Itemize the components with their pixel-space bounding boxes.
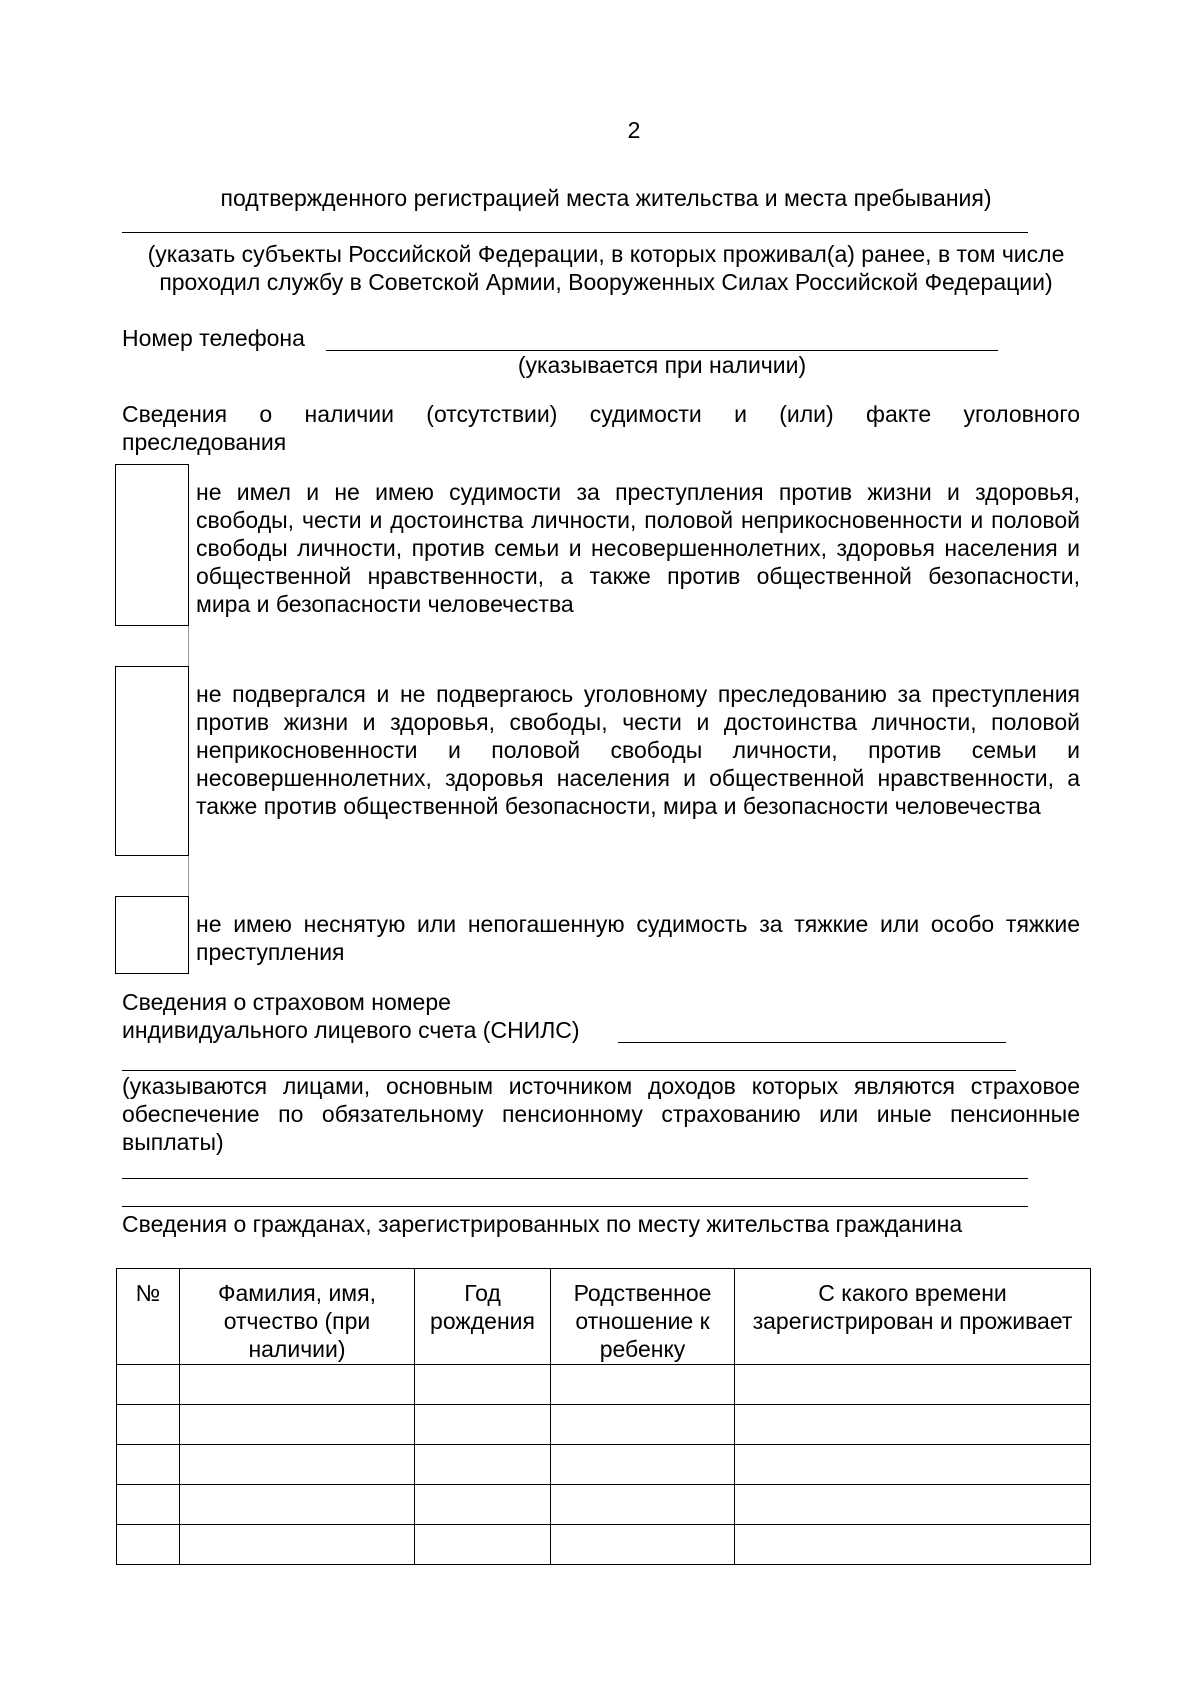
option-no-grave-conviction: не имею неснятую или непогашенную судимость за тяжкие или особо тяжкие преступления — [196, 911, 1080, 965]
table-cell[interactable] — [180, 1405, 415, 1445]
table-cell[interactable] — [735, 1405, 1091, 1445]
table-cell[interactable] — [735, 1525, 1091, 1565]
table-cell[interactable] — [551, 1405, 735, 1445]
residence-line: подтвержденного регистрацией места жительства и места пребывания) — [220, 185, 992, 211]
blank-line-1[interactable] — [122, 1178, 1028, 1179]
table-cell[interactable] — [551, 1365, 735, 1405]
table-cell[interactable] — [117, 1365, 180, 1405]
table-cell[interactable] — [551, 1525, 735, 1565]
snils-label: Сведения о страховом номере — [122, 989, 451, 1015]
table-cell[interactable] — [117, 1485, 180, 1525]
table-cell[interactable] — [415, 1365, 551, 1405]
table-cell[interactable] — [551, 1445, 735, 1485]
table-cell[interactable] — [415, 1405, 551, 1445]
table-cell[interactable] — [415, 1525, 551, 1565]
option-no-prosecution: не подвергался и не подвергаюсь уголовному преследованию за преступления против жизни и здоровья, свободы, чести и достоинства личности, половой неприкосновенности и половой свободы личности, против семьи и несовершеннолетних, здоровья населения и общественной нравственности, а также против общественной безопасности, мира и безопасности человечества — [196, 681, 1080, 819]
phone-label: Номер телефона — [122, 325, 305, 351]
table-row — [117, 1405, 1091, 1445]
checkbox-no-criminal-record[interactable] — [115, 464, 189, 626]
table-cell[interactable] — [117, 1405, 180, 1445]
table-cell[interactable] — [180, 1365, 415, 1405]
checkbox-no-grave-conviction[interactable] — [115, 896, 189, 974]
subjects-input-line[interactable] — [122, 232, 1028, 233]
table-cell[interactable] — [551, 1485, 735, 1525]
table-cell[interactable] — [117, 1525, 180, 1565]
col-registered-since: С какого времени зарегистрирован и проживает — [735, 1269, 1091, 1365]
table-row — [117, 1485, 1091, 1525]
checkbox-no-prosecution[interactable] — [115, 666, 189, 856]
col-full-name: Фамилия, имя, отчество (при наличии) — [180, 1269, 415, 1365]
snils-input-line[interactable] — [618, 1042, 1006, 1043]
table-row — [117, 1525, 1091, 1565]
table-cell[interactable] — [415, 1485, 551, 1525]
snils-hint-end: выплаты) — [122, 1129, 224, 1155]
blank-line-2[interactable] — [122, 1206, 1028, 1207]
registered-heading: Сведения о гражданах, зарегистрированных по месту жительства гражданина — [122, 1211, 963, 1237]
table-cell[interactable] — [415, 1445, 551, 1485]
table-cell[interactable] — [735, 1485, 1091, 1525]
snils-hint: (указываются лицами, основным источником доходов которых являются страховое — [122, 1073, 1080, 1099]
col-relation: Родственное отношение к ребенку — [551, 1269, 735, 1365]
criminal-heading: Сведения о наличии (отсутствии) судимости и (или) факте уголовного — [122, 401, 1080, 427]
snils-label-cont: индивидуального лицевого счета (СНИЛС) — [122, 1017, 580, 1043]
table-cell[interactable] — [735, 1365, 1091, 1405]
table-cell[interactable] — [180, 1485, 415, 1525]
col-birth-year: Год рождения — [415, 1269, 551, 1365]
table-cell[interactable] — [735, 1445, 1091, 1485]
subjects-hint: (указать субъекты Российской Федерации, в которых проживал(а) ранее, в том числе проходил службу в Советской Армии, Вооруженных Силах Российской Федерации) — [147, 241, 1065, 295]
phone-hint: (указывается при наличии) — [517, 352, 807, 378]
snils-input-line-2[interactable] — [122, 1070, 1016, 1071]
table-row — [117, 1365, 1091, 1405]
criminal-heading-cont: преследования — [122, 429, 287, 455]
table-header-row — [117, 1269, 1091, 1365]
table-cell[interactable] — [180, 1445, 415, 1485]
registered-citizens-table — [116, 1268, 1091, 1565]
page-number: 2 — [627, 117, 641, 143]
col-number: № — [117, 1269, 180, 1365]
table-row — [117, 1445, 1091, 1485]
option-no-criminal-record: не имел и не имею судимости за преступления против жизни и здоровья, свободы, чести и достоинства личности, половой неприкосновенности и половой свободы личности, против семьи и несовершеннолетних, здоровья населения и общественной нравственности, а также против общественной безопасности, мира и безопасности человечества — [196, 479, 1080, 617]
snils-hint-cont: обеспечение по обязательному пенсионному страхованию или иные пенсионные — [122, 1101, 1080, 1127]
table-cell[interactable] — [180, 1525, 415, 1565]
table-cell[interactable] — [117, 1445, 180, 1485]
